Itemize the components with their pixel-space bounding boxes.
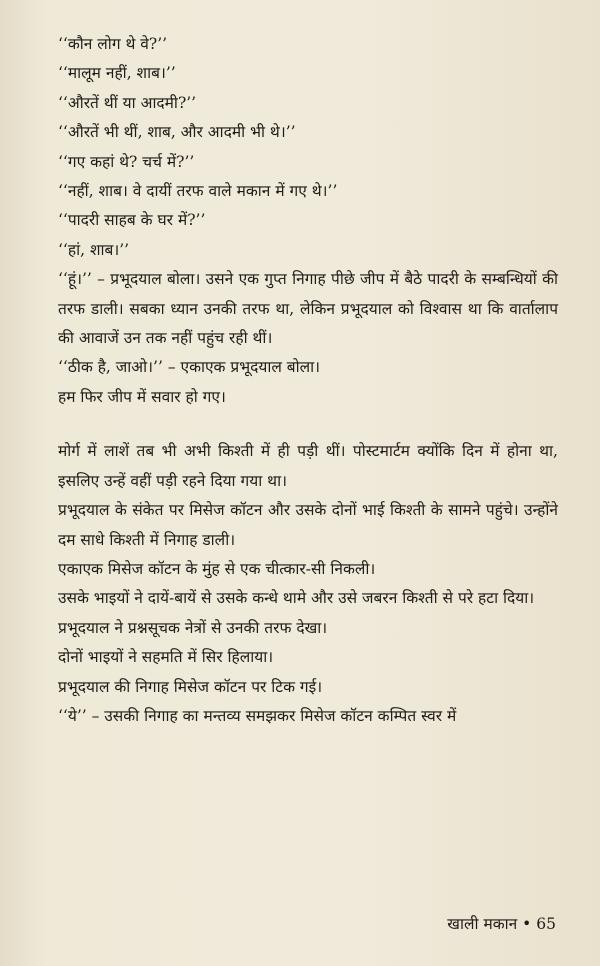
- paragraph: एकाएक मिसेज कॉटन के मुंह से एक चीत्कार-सी निकली।: [58, 559, 376, 578]
- paragraph: ‘‘हूं।’’ – प्रभूदयाल बोला। उसने एक गुप्त निगाह पीछे जीप में बैठे पादरी के सम्बन्धियों की तरफ डाली। सबका ध्यान उनकी तरफ था, लेकिन प्रभूदयाल को विश्वास था कि वार्तालाप की आवाजें उन तक नहीं पहुंच रही थीं।: [58, 270, 558, 348]
- dialogue-line: ‘‘औरतें थीं या आदमी?’’: [58, 93, 197, 112]
- dialogue-line: ‘‘मालूम नहीं, शाब।’’: [58, 64, 176, 83]
- body-text: [58, 30, 558, 731]
- dialogue-line: ‘‘हां, शाब।’’: [58, 240, 130, 259]
- paragraph: दोनों भाइयों ने सहमति में सिर हिलाया।: [58, 648, 274, 667]
- page-footer: [447, 912, 556, 934]
- running-title: खाली मकान: [447, 915, 518, 933]
- paragraph: प्रभूदयाल के संकेत पर मिसेज कॉटन और उसके दोनों भाई किश्ती के सामने पहुंचे। उन्होंने दम साधे किश्ती में निगाह डाली।: [58, 501, 558, 549]
- paragraph: उसके भाइयों ने दायें-बायें से उसके कन्धे थामे और उसे जबरन किश्ती से परे हटा दिया।: [58, 589, 535, 608]
- dialogue-line: ‘‘नहीं, शाब। वे दायीं तरफ वाले मकान में गए थे।’’: [58, 182, 338, 201]
- page-number: 65: [536, 915, 556, 933]
- footer-separator: •: [522, 915, 532, 933]
- dialogue-line: ‘‘कौन लोग थे वे?’’: [58, 35, 168, 53]
- paragraph: ‘‘ये’’ – उसकी निगाह का मन्तव्य समझकर मिसेज कॉटन कम्पित स्वर में: [58, 706, 457, 725]
- paragraph: प्रभूदयाल ने प्रश्नसूचक नेत्रों से उनकी तरफ देखा।: [58, 618, 328, 637]
- paragraph: मोर्ग में लाशें तब भी अभी किश्ती में ही पड़ी थीं। पोस्टमार्टम क्योंकि दिन में होना था, इसलिए उन्हें वहीं पड़ी रहने दिया गया था।: [58, 442, 558, 490]
- paragraph: प्रभूदयाल की निगाह मिसेज कॉटन पर टिक गई।: [58, 677, 323, 696]
- dialogue-line: ‘‘गए कहां थे? चर्च में?’’: [58, 152, 195, 171]
- paragraph: हम फिर जीप में सवार हो गए।: [58, 387, 226, 406]
- section-break: [58, 412, 558, 437]
- dialogue-line: ‘‘पादरी साहब के घर में?’’: [58, 211, 206, 230]
- dialogue-line: ‘‘औरतें भी थीं, शाब, और आदमी भी थे।’’: [58, 123, 296, 142]
- dialogue-line: ‘‘ठीक है, जाओ।’’ – एकाएक प्रभूदयाल बोला।: [58, 358, 321, 377]
